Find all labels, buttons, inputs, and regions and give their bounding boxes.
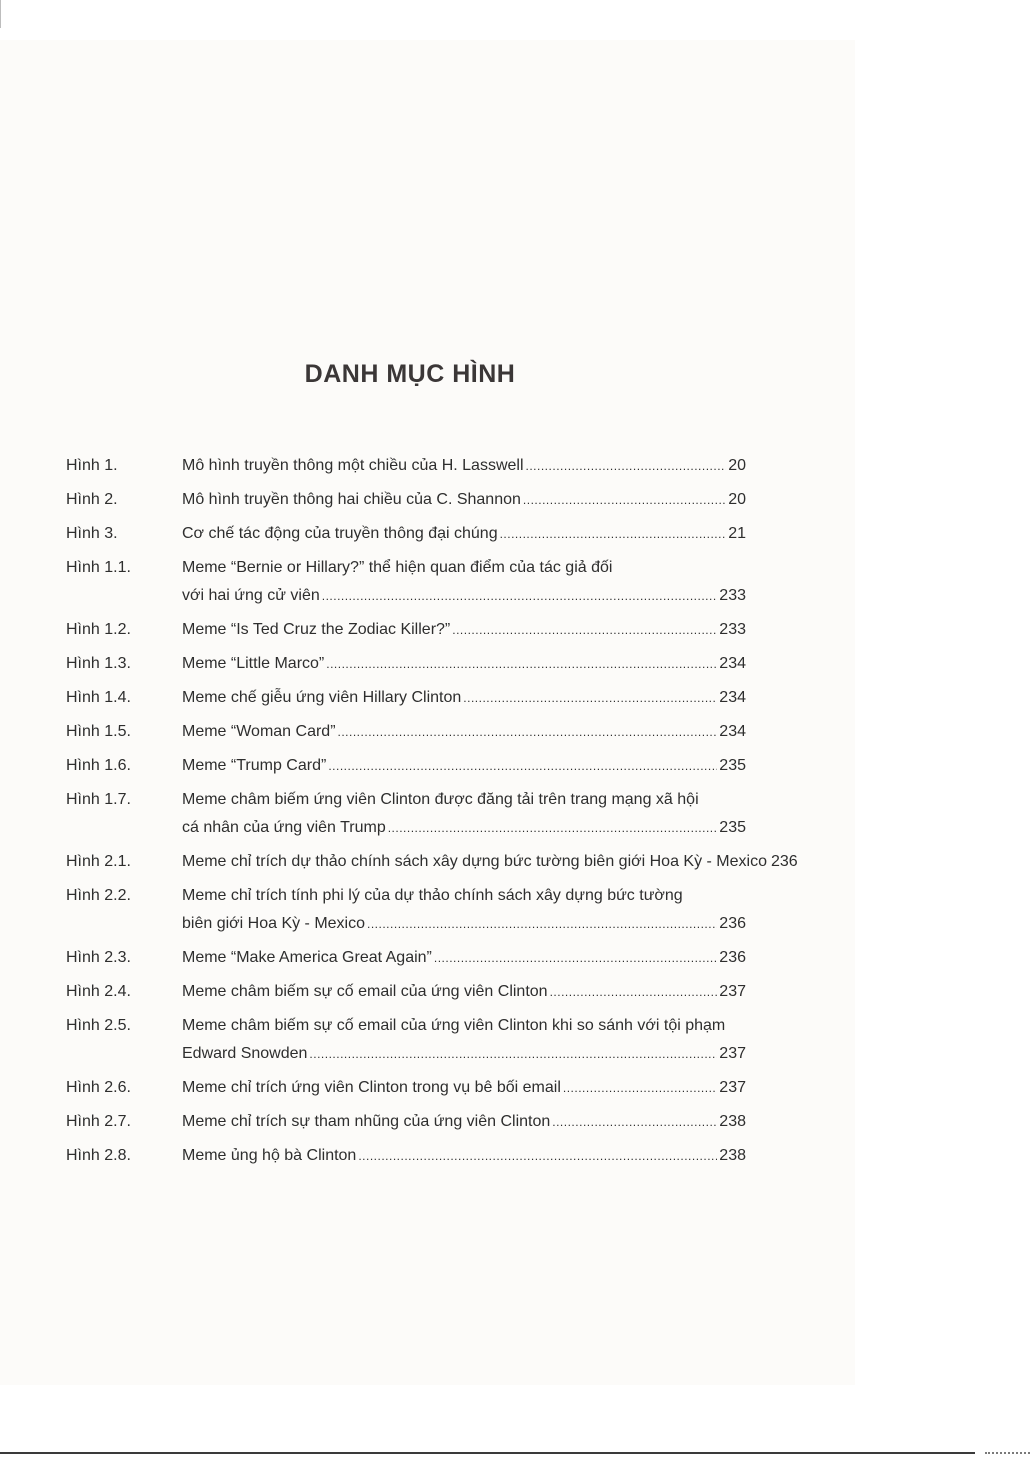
figure-caption: Meme chỉ trích dự thảo chính sách xây dựng bức tường biên giới Hoa Kỳ - Mexico [182, 853, 767, 870]
figure-caption-line: Meme chỉ trích tính phi lý của dự thảo chính sách xây dựng bức tường [182, 887, 683, 904]
figure-caption-leader-line [182, 452, 746, 480]
figure-entry-body [182, 786, 746, 842]
page-number: 236 [770, 853, 798, 870]
figure-number: Hình 1.3. [66, 655, 131, 672]
figure-entry [66, 1074, 746, 1102]
dot-leader [523, 486, 726, 514]
bottom-rule [0, 1452, 975, 1454]
figure-caption-line: Meme “Bernie or Hillary?” thể hiện quan điểm của tác giả đối [182, 559, 613, 576]
figure-caption: cá nhân của ứng viên Trump [182, 819, 386, 836]
page-number: 238 [719, 1147, 746, 1164]
figure-caption: Meme chỉ trích sự tham nhũng của ứng viên Clinton [182, 1113, 551, 1130]
figure-number: Hình 1.5. [66, 723, 131, 740]
dot-leader [452, 616, 717, 644]
figure-entry [66, 718, 746, 746]
page-number: 234 [719, 689, 746, 706]
figure-number: Hình 2.1. [66, 853, 131, 870]
figure-entry-body [182, 486, 746, 514]
figure-caption-leader-line [182, 718, 746, 746]
page-number: 235 [719, 757, 746, 774]
figure-caption-leader-line [182, 616, 746, 644]
figure-entry-body [182, 752, 746, 780]
page-number: 237 [719, 1079, 746, 1096]
figure-entry-body [182, 944, 746, 972]
dot-leader [326, 650, 717, 678]
figure-number: Hình 1.4. [66, 689, 131, 706]
figure-number: Hình 2.7. [66, 1113, 131, 1130]
figure-caption: Meme châm biếm sự cố email của ứng viên Clinton [182, 983, 548, 1000]
figure-number: Hình 1. [66, 457, 118, 474]
figure-number: Hình 2.6. [66, 1079, 131, 1096]
page-number: 20 [728, 457, 746, 474]
bottom-dotted-rule [985, 1452, 1030, 1456]
dot-leader [463, 684, 717, 712]
figure-caption-leader-line [182, 752, 746, 780]
page-number: 236 [719, 915, 746, 932]
figure-entry [66, 452, 746, 480]
figure-entry [66, 554, 746, 610]
dot-leader [552, 1108, 717, 1136]
figure-entry-body [182, 718, 746, 746]
dot-leader [338, 718, 718, 746]
figure-entry-body [182, 1074, 746, 1102]
figure-caption: Meme ủng hộ bà Clinton [182, 1147, 357, 1164]
figure-number: Hình 2.5. [66, 1017, 131, 1034]
figure-caption: Mô hình truyền thông một chiều của H. Lasswell [182, 457, 524, 474]
figure-caption-leader-line [182, 1142, 746, 1170]
figure-entry [66, 848, 798, 876]
figure-entry [66, 752, 746, 780]
figure-caption: Mô hình truyền thông hai chiều của C. Shannon [182, 491, 521, 508]
figure-caption: Meme “Little Marco” [182, 655, 325, 672]
figure-entry-body [182, 554, 746, 610]
figure-entry-body [182, 684, 746, 712]
figure-caption-leader-line [182, 978, 746, 1006]
dot-leader [367, 910, 717, 938]
page-number: 235 [719, 819, 746, 836]
dot-leader [309, 1040, 717, 1068]
figure-entry-body [182, 978, 746, 1006]
page-number: 21 [728, 525, 746, 542]
page-number: 234 [719, 723, 746, 740]
figure-number: Hình 1.7. [66, 791, 131, 808]
dot-leader [550, 978, 718, 1006]
figure-caption-leader-line [182, 848, 798, 876]
figure-caption: với hai ứng cử viên [182, 587, 320, 604]
figure-entry [66, 650, 746, 678]
figure-entry-body [182, 616, 746, 644]
figure-entry [66, 486, 746, 514]
figure-caption-leader-line [182, 486, 746, 514]
figure-number: Hình 2.2. [66, 887, 131, 904]
dot-leader [388, 814, 718, 842]
figure-entry [66, 1108, 746, 1136]
dot-leader [328, 752, 717, 780]
dot-leader [500, 520, 727, 548]
figure-entry-body [182, 452, 746, 480]
figure-entry [66, 1142, 746, 1170]
figure-entry-body [182, 848, 798, 876]
figure-entry-body [182, 882, 746, 938]
figure-entry [66, 882, 746, 938]
figure-caption-line: Meme châm biếm sự cố email của ứng viên Clinton khi so sánh với tội phạm [182, 1017, 726, 1034]
figure-caption-leader-line [182, 650, 746, 678]
figure-caption: Edward Snowden [182, 1045, 308, 1062]
dot-leader [434, 944, 717, 972]
figure-entry [66, 616, 746, 644]
figure-caption-leader-line [182, 684, 746, 712]
figure-caption: Meme “Is Ted Cruz the Zodiac Killer?” [182, 621, 451, 638]
figure-number: Hình 2.4. [66, 983, 131, 1000]
figure-caption: Meme “Make America Great Again” [182, 949, 432, 966]
figure-number: Hình 2. [66, 491, 118, 508]
figure-caption: Meme “Woman Card” [182, 723, 336, 740]
figure-entry [66, 944, 746, 972]
figure-entry-body [182, 520, 746, 548]
figure-number: Hình 2.3. [66, 949, 131, 966]
page-number: 236 [719, 949, 746, 966]
page-number: 233 [719, 621, 746, 638]
figure-number: Hình 1.6. [66, 757, 131, 774]
page-title: DANH MỤC HÌNH [304, 360, 516, 388]
figure-entry-body [182, 1012, 746, 1068]
figure-caption: Meme “Trump Card” [182, 757, 327, 774]
figure-caption-leader-line [182, 520, 746, 548]
figure-caption-leader-line [182, 944, 746, 972]
figure-number: Hình 1.2. [66, 621, 131, 638]
figure-entry-body [182, 650, 746, 678]
page-number: 237 [719, 1045, 746, 1062]
figure-list [66, 452, 798, 1176]
page-number: 237 [719, 983, 746, 1000]
figure-number: Hình 1.1. [66, 559, 131, 576]
figure-number: Hình 3. [66, 525, 118, 542]
scan-edge-mark [0, 0, 1, 28]
dot-leader [322, 582, 718, 610]
figure-caption: Cơ chế tác động của truyền thông đại chúng [182, 525, 498, 542]
figure-caption-leader-line [182, 1040, 746, 1068]
figure-entry [66, 978, 746, 1006]
figure-caption: Meme chế giễu ứng viên Hillary Clinton [182, 689, 462, 706]
figure-caption-leader-line [182, 910, 746, 938]
figure-caption-line: Meme châm biếm ứng viên Clinton được đăng tải trên trang mạng xã hội [182, 791, 699, 808]
figure-entry-body [182, 1142, 746, 1170]
figure-caption-leader-line [182, 1074, 746, 1102]
figure-caption: Meme chỉ trích ứng viên Clinton trong vụ bê bối email [182, 1079, 561, 1096]
figure-caption-leader-line [182, 1108, 746, 1136]
page-number: 233 [719, 587, 746, 604]
figure-entry [66, 786, 746, 842]
figure-number: Hình 2.8. [66, 1147, 131, 1164]
figure-caption: biên giới Hoa Kỳ - Mexico [182, 915, 366, 932]
page-number: 20 [728, 491, 746, 508]
page-number: 234 [719, 655, 746, 672]
figure-entry [66, 1012, 746, 1068]
figure-entry-body [182, 1108, 746, 1136]
dot-leader [563, 1074, 717, 1102]
figure-caption-leader-line [182, 582, 746, 610]
dot-leader [526, 452, 727, 480]
page-number: 238 [719, 1113, 746, 1130]
dot-leader [358, 1142, 717, 1170]
figure-entry [66, 684, 746, 712]
figure-entry [66, 520, 746, 548]
figure-caption-leader-line [182, 814, 746, 842]
